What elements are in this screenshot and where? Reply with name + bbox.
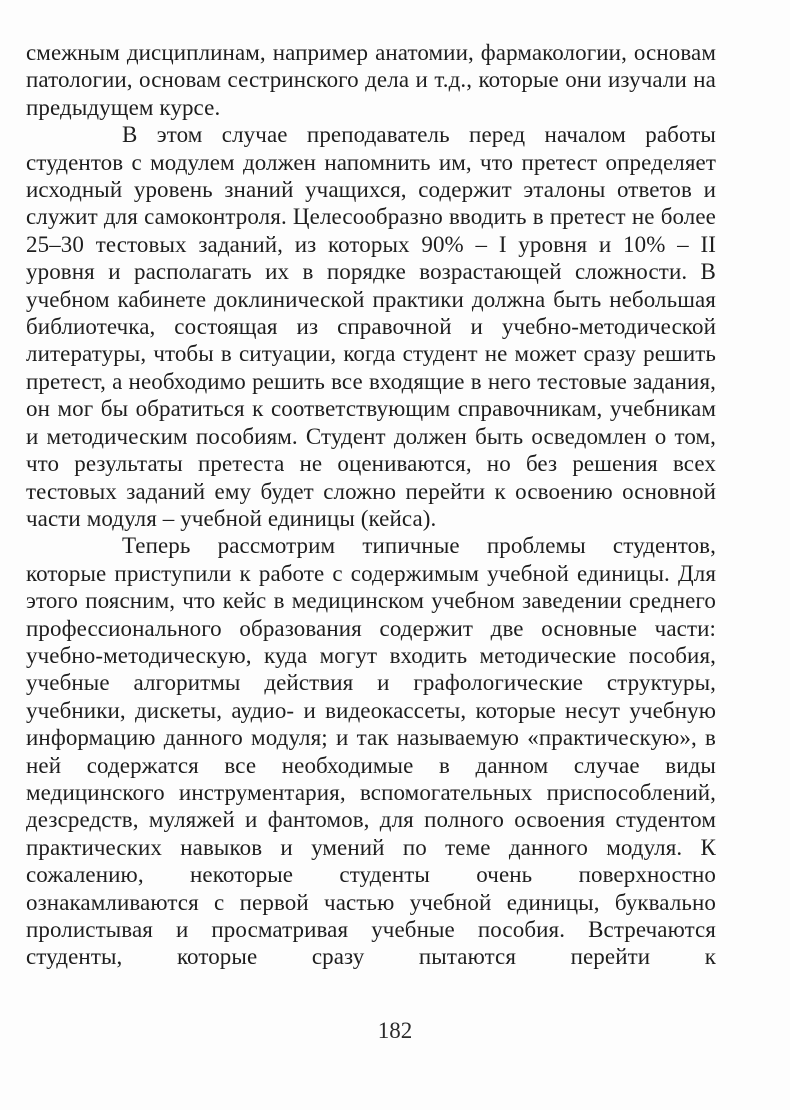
paragraph-case-problems: Теперь рассмотрим типичные проблемы студентов, которые приступили к работе с содержимым учебной единицы. Для этого поясним, что кейс в медицинском учебном заведении среднего профессионального образования содержит две основные части: учебно-методическую, куда могут входить методические пособия, учебные алгоритмы действия и графологические структуры, учебники, дискеты, аудио- и видеокассеты, которые несут учебную информацию данного модуля; и так называемую «практическую», в ней содержатся все необходимые в данном случае виды медицинского инструментария, вспомогательных приспособлений, дезсредств, муляжей и фантомов, для полного освоения студентом практических навыков и умений по теме данного модуля. К сожалению, некоторые студенты очень поверхностно ознакамливаются с первой частью учебной единицы, буквально пролистывая и просматривая учебные пособия. Встречаются студенты, которые сразу пытаются перейти к xyxy=(26,533,716,970)
body-text xyxy=(26,39,716,971)
page-number: 182 xyxy=(377,1018,413,1043)
paragraph-continued: смежным дисциплинам, например анатомии, фармакологии, основам патологии, основам сестринского дела и т.д., которые они изучали на предыдущем курсе. xyxy=(26,40,716,120)
paragraph-pretest: В этом случае преподаватель перед началом работы студентов с модулем должен напомнить им, что претест определяет исходный уровень знаний учащихся, содержит эталоны ответов и служит для самоконтроля. Целесообразно вводить в претест не более 25–30 тестовых заданий, из которых 90% – I уровня и 10% – II уровня и располагать их в порядке возрастающей сложности. В учебном кабинете доклинической практики должна быть небольшая библиотечка, состоящая из справочной и учебно-методической литературы, чтобы в ситуации, когда студент не может сразу решить претест, а необходимо решить все входящие в него тестовые задания, он мог бы обратиться к соответствующим справочникам, учебникам и методическим пособиям. Студент должен быть осведомлен о том, что результаты претеста не оцениваются, но без решения всех тестовых заданий ему будет сложно перейти к освоению основной части модуля – учебной единицы (кейса). xyxy=(26,122,716,531)
